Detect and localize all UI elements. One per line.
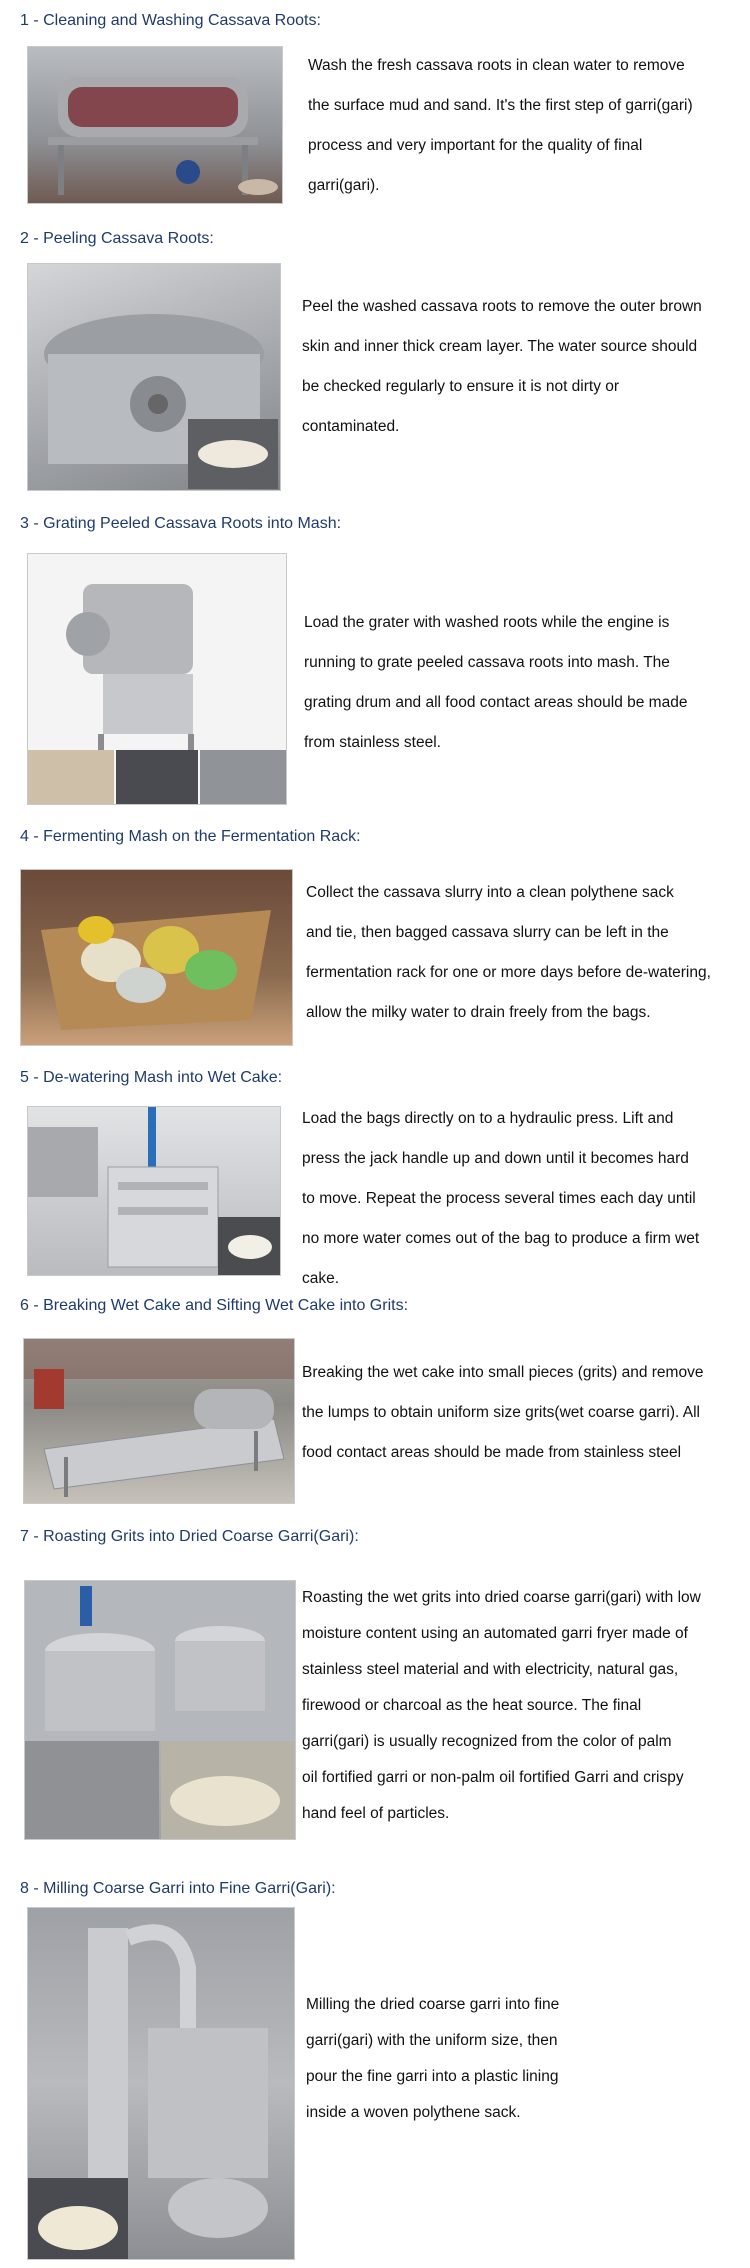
step-description: Load the bags directly on to a hydraulic press. Lift and press the jack handle up and down until it becomes hard to move. Repeat the process several times each day until no more water comes out of the bag to produce a firm wet cake.: [302, 1110, 700, 1287]
fermentation-rack-photo: [20, 869, 293, 1046]
step-heading: 4 - Fermenting Mash on the Fermentation Rack:: [20, 828, 361, 845]
step-description: Breaking the wet cake into small pieces (grits) and remove the lumps to obtain uniform size grits(wet coarse garri). All food contact areas should be made from stainless steel: [302, 1364, 704, 1461]
step-description: Wash the fresh cassava roots in clean water to remove the surface mud and sand. It's the first step of garri(gari) process and very important for the quality of final garri(gari).: [308, 57, 693, 194]
grater-machine-photo: [27, 553, 287, 805]
step-heading: 6 - Breaking Wet Cake and Sifting Wet Cake into Grits:: [20, 1297, 409, 1314]
peeling-machine-photo: [27, 263, 281, 491]
step-description: Roasting the wet grits into dried coarse garri(gari) with low moisture content using an automated garri fryer made of stainless steel material and with electricity, natural gas, firewood or charcoal as the heat source. The final garri(gari) is usually recognized from the color of palm oil fortified garri or non-palm oil fortified Garri and crispy hand feel of particles.: [302, 1589, 701, 1822]
step-1: [0, 0, 750, 230]
step-heading: 1 - Cleaning and Washing Cassava Roots:: [20, 12, 321, 29]
step-heading: 5 - De-watering Mash into Wet Cake:: [20, 1069, 283, 1086]
step-heading: 2 - Peeling Cassava Roots:: [20, 230, 214, 247]
hydraulic-press-photo: [27, 1106, 281, 1276]
step-heading: 7 - Roasting Grits into Dried Coarse Garri(Gari):: [20, 1528, 359, 1545]
sifting-machine-photo: [23, 1338, 295, 1504]
step-description: Load the grater with washed roots while the engine is running to grate peeled cassava roots into mash. The grating drum and all food contact areas should be made from stainless steel.: [304, 614, 688, 751]
milling-machine-photo: [27, 1907, 295, 2260]
washing-machine-photo: [27, 46, 283, 204]
step-description: Peel the washed cassava roots to remove the outer brown skin and inner thick cream layer. The water source should be checked regularly to ensure it is not dirty or contaminated.: [302, 298, 702, 435]
step-heading: 8 - Milling Coarse Garri into Fine Garri(Gari):: [20, 1880, 336, 1897]
garri-fryer-photo: [24, 1580, 296, 1840]
step-heading: 3 - Grating Peeled Cassava Roots into Mash:: [20, 515, 342, 532]
step-description: Milling the dried coarse garri into fine garri(gari) with the uniform size, then pour the fine garri into a plastic lining inside a woven polythene sack.: [306, 1996, 560, 2121]
step-description: Collect the cassava slurry into a clean polythene sack and tie, then bagged cassava slurry can be left in the fermentation rack for one or more days before de-watering, allow the milky water to drain freely from the bags.: [306, 884, 711, 1021]
